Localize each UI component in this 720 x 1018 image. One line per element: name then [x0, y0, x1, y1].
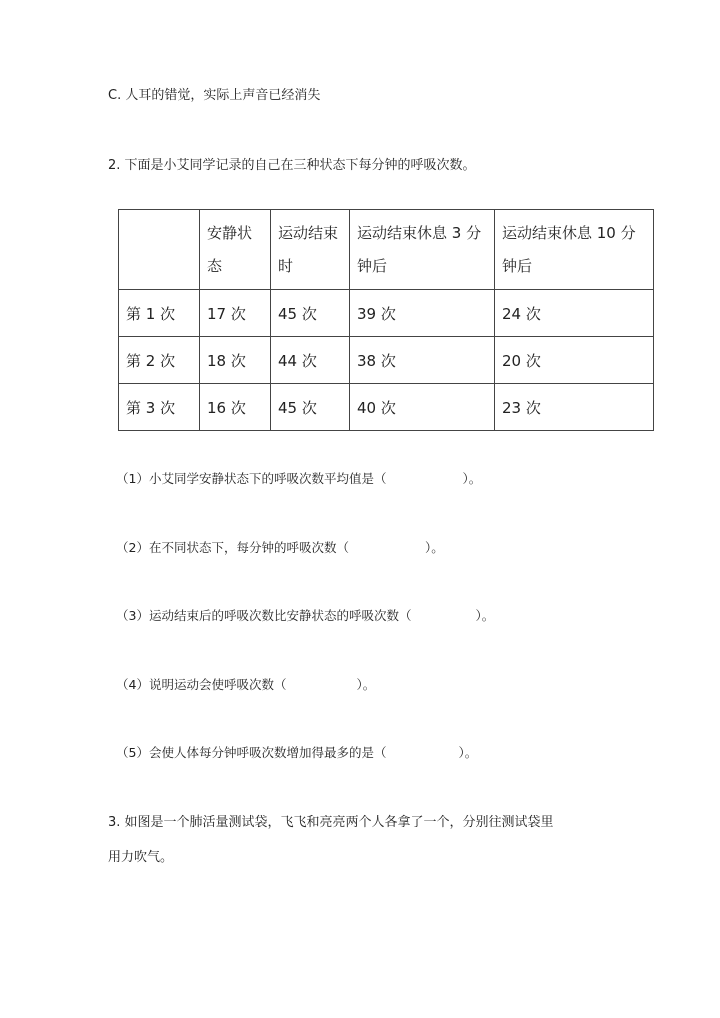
breathing-table [118, 209, 654, 431]
table-cell: 39 次 [350, 290, 495, 337]
subquestion-text-end: ）。 [356, 677, 376, 692]
subquestion-text-end: ）。 [462, 471, 482, 486]
table-header-cell: 运动结束休息 10 分钟后 [495, 210, 654, 290]
table-cell: 44 次 [271, 337, 350, 384]
table-cell: 18 次 [200, 337, 271, 384]
table-row [119, 384, 654, 431]
table-row [119, 290, 654, 337]
subquestion-text-end: ）。 [424, 540, 444, 555]
table-header-cell: 运动结束时 [271, 210, 350, 290]
table-header-cell: 安静状态 [200, 210, 271, 290]
table-cell: 38 次 [350, 337, 495, 384]
table-cell: 第 1 次 [119, 290, 200, 337]
table-cell: 45 次 [271, 384, 350, 431]
table-cell: 16 次 [200, 384, 271, 431]
subquestion-text: （2）在不同状态下，每分钟的呼吸次数（ [116, 540, 349, 555]
subquestion-4 [116, 675, 375, 695]
table-header-cell: 运动结束休息 3 分钟后 [350, 210, 495, 290]
question-2-prompt: 2. 下面是小艾同学记录的自己在三种状态下每分钟的呼吸次数。 [108, 158, 476, 173]
subquestion-text: （4）说明运动会使呼吸次数（ [116, 677, 287, 692]
table-cell: 20 次 [495, 337, 654, 384]
table-header-row [119, 210, 654, 290]
question-3-line-1: 3. 如图是一个肺活量测试袋，飞飞和亮亮两个人各拿了一个，分别往测试袋里 [108, 815, 554, 830]
subquestion-text-end: ）。 [475, 608, 495, 623]
subquestion-text-end: ）。 [458, 745, 478, 760]
subquestion-1 [116, 469, 481, 489]
table-header-cell [119, 210, 200, 290]
subquestion-text: （3）运动结束后的呼吸次数比安静状态的呼吸次数（ [116, 608, 412, 623]
subquestion-3 [116, 606, 494, 626]
subquestion-2 [116, 538, 444, 558]
table-cell: 45 次 [271, 290, 350, 337]
table-cell: 23 次 [495, 384, 654, 431]
table-cell: 第 2 次 [119, 337, 200, 384]
subquestion-text: （1）小艾同学安静状态下的呼吸次数平均值是（ [116, 471, 387, 486]
table-cell: 40 次 [350, 384, 495, 431]
subquestion-text: （5）会使人体每分钟呼吸次数增加得最多的是（ [116, 745, 387, 760]
table-row [119, 337, 654, 384]
table-cell: 第 3 次 [119, 384, 200, 431]
table-cell: 17 次 [200, 290, 271, 337]
table-cell: 24 次 [495, 290, 654, 337]
option-c: C. 人耳的错觉，实际上声音已经消失 [108, 88, 321, 103]
subquestion-5 [116, 743, 477, 763]
question-3-line-2: 用力吹气。 [108, 850, 174, 865]
